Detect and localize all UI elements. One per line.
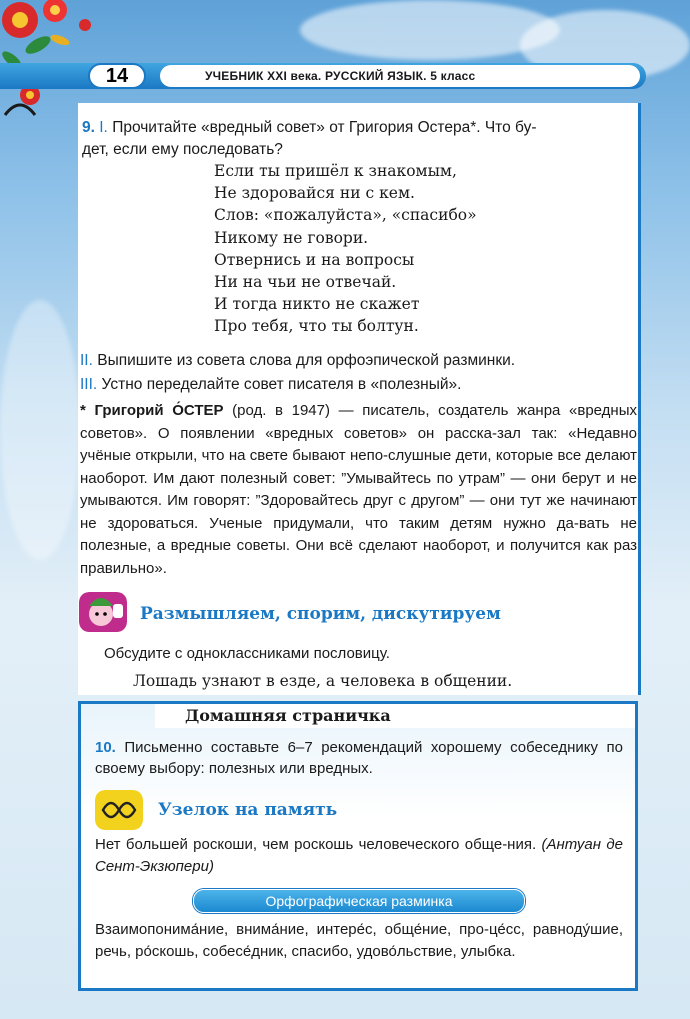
exercise-text: Письменно составьте 6–7 рекомендаций хорошему собеседнику по своему выбору: полезных или вредных.: [95, 739, 623, 777]
quote: [95, 834, 623, 878]
poem-line: И тогда никто не скажет: [214, 295, 420, 314]
poem-line: Если ты пришёл к знакомым,: [214, 162, 457, 180]
roman-numeral: III.: [80, 376, 98, 393]
discussion-character-icon: [79, 592, 127, 632]
page-number: 14: [88, 63, 146, 89]
poem-line: Слов: «пожалуйста», «спасибо»: [214, 206, 477, 225]
roman-numeral: II.: [80, 352, 93, 369]
exercise-text: Прочитайте «вредный совет» от Григория Остера*. Что бу-: [112, 119, 537, 136]
exercise-number: 9.: [82, 119, 95, 136]
exercise-9-part2: [80, 350, 515, 372]
poem-line: Отвернись и на вопросы: [214, 250, 415, 269]
poem-line: Никому не говори.: [214, 228, 369, 247]
memory-knot-icon: [95, 790, 143, 830]
exercise-text: Устно переделайте совет писателя в «полезный».: [101, 376, 462, 393]
roman-numeral: I.: [99, 119, 108, 136]
author-name: * Григорий О́СТЕР: [80, 402, 224, 419]
poem-line: Про тебя, что ты болтун.: [214, 317, 419, 336]
exercise-10: [95, 737, 623, 779]
poem-line: Не здоровайся ни с кем.: [214, 184, 415, 203]
homework-title: Домашняя страничка: [155, 704, 635, 728]
section-title-discuss: Размышляем, спорим, дискутируем: [140, 604, 501, 624]
footnote-text: (род. в 1947) — писатель, создатель жанра «вредных советов». О появлении «вредных советов» он расска-зал так: «Недавно учёные открыли, что на свете бывают непо-слушные дети, которые все делают наоборот. Им дают полезный совет: ”Умывайтесь по утрам” — они берут и не умываются. Им говорят: ”Здоровайтесь друг с другом” — они тут же начинают не здороваться. Ученые придумали, что таким детям нужно да-вать не полезные, а вредные советы. Они всё сделают наоборот, и получится как раз правильно».: [80, 402, 637, 577]
poem-line: Ни на чьи не отвечай.: [214, 273, 397, 292]
exercise-text: дет, если ему последовать?: [82, 141, 283, 158]
ortho-warmup-badge: Орфографическая разминка: [193, 889, 525, 913]
ortho-words: Взаимопонима́ние, внима́ние, интере́с, обще́ние, про-це́сс, равноду́шие, речь, ро́скошь, собесе́дник, спасибо, удово́льствие, улыбка.: [95, 921, 623, 960]
quote-text: Нет большей роскоши, чем роскошь человеческого обще-ния.: [95, 836, 537, 853]
discuss-instruction: Обсудите с одноклассниками пословицу.: [104, 645, 390, 662]
section-title-memo: Узелок на память: [158, 800, 338, 820]
quote-author: (Антуан де Сент-Экзюпери): [95, 836, 623, 875]
author-footnote: [80, 400, 637, 580]
proverb: Лошадь узнают в езде, а человека в общении.: [133, 672, 513, 690]
exercise-number: 10.: [95, 739, 116, 756]
exercise-9-part1: [82, 117, 637, 161]
exercise-9-part3: [80, 374, 461, 396]
book-title: УЧЕБНИК XXI века. РУССКИЙ ЯЗЫК. 5 класс: [160, 65, 640, 87]
poem: [214, 160, 477, 338]
exercise-text: Выпишите из совета слова для орфоэпической разминки.: [97, 352, 516, 369]
cloud: [0, 300, 80, 560]
